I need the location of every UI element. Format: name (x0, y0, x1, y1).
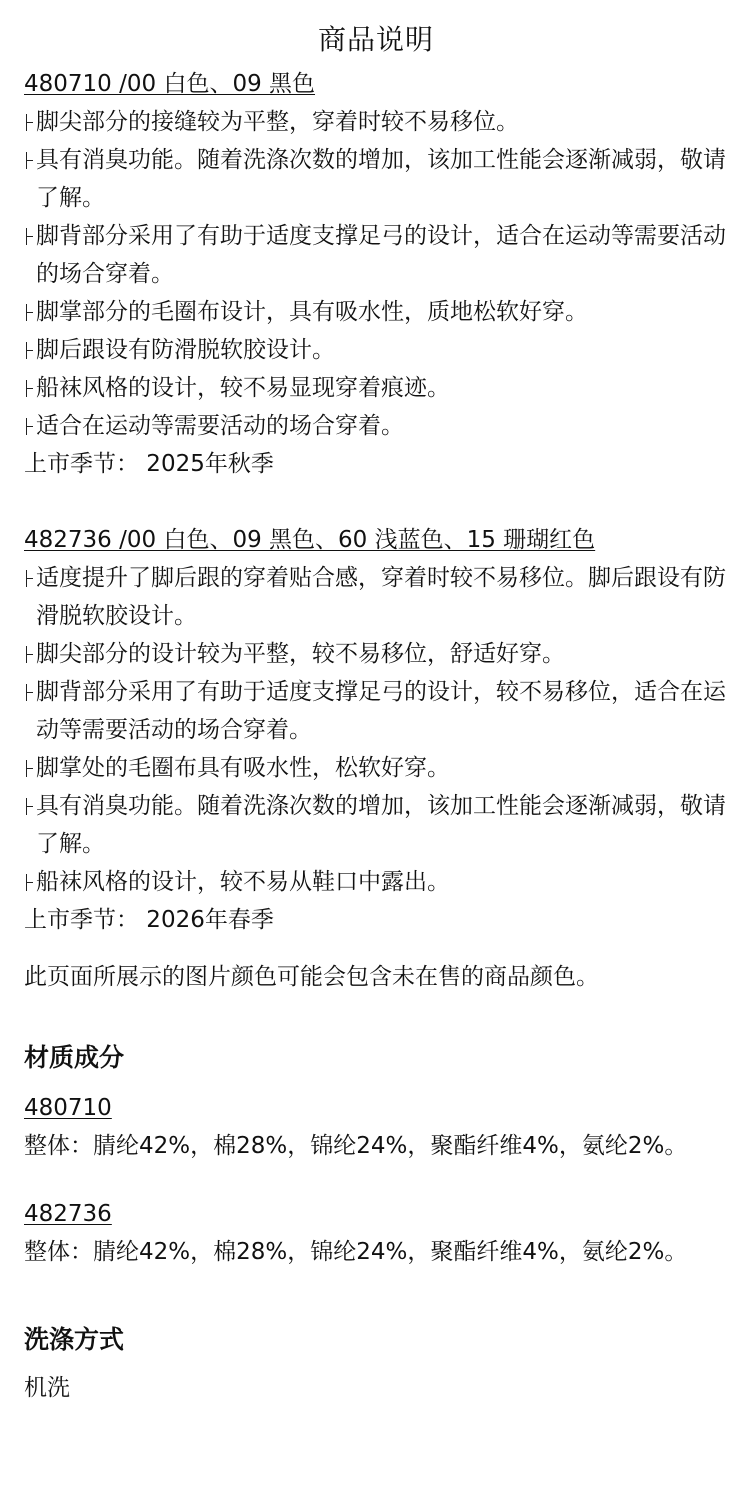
product-description-page (24, 0, 728, 1407)
material-product-code: 480710 (24, 1095, 112, 1121)
feature-item: 船袜风格的设计，较不易显现穿着痕迹。 (24, 369, 728, 407)
material-482736 (24, 1195, 728, 1271)
spacer (24, 939, 728, 958)
material-product-code: 482736 (24, 1201, 112, 1227)
feature-list (24, 559, 728, 901)
feature-item: 脚尖部分的设计较为平整，较不易移位，舒适好穿。 (24, 635, 728, 673)
feature-item: 适度提升了脚后跟的穿着贴合感，穿着时较不易移位。脚后跟设有防滑脱软胶设计。 (24, 559, 728, 635)
spacer (24, 1077, 728, 1089)
feature-item: 脚掌处的毛圈布具有吸水性，松软好穿。 (24, 749, 728, 787)
feature-list (24, 103, 728, 445)
spacer (24, 1271, 728, 1321)
product-code: 482736 /00 白色、09 黑色、60 浅蓝色、15 珊瑚红色 (24, 527, 596, 553)
washing-method: 机洗 (24, 1375, 70, 1401)
feature-item: 脚背部分采用了有助于适度支撑足弓的设计，较不易移位，适合在运动等需要活动的场合穿着。 (24, 673, 728, 749)
product-482736 (24, 521, 728, 939)
spacer (24, 996, 728, 1039)
product-480710 (24, 65, 728, 483)
feature-item: 脚尖部分的接缝较为平整，穿着时较不易移位。 (24, 103, 728, 141)
feature-item: 适合在运动等需要活动的场合穿着。 (24, 407, 728, 445)
page-title: 商品说明 (317, 23, 434, 56)
washing-heading: 洗涤方式 (24, 1325, 125, 1354)
material-480710 (24, 1089, 728, 1165)
material-composition: 整体：腈纶42%，棉28%，锦纶24%，聚酯纤维4%，氨纶2%。 (24, 1133, 688, 1159)
feature-item: 船袜风格的设计，较不易从鞋口中露出。 (24, 863, 728, 901)
feature-item: 脚背部分采用了有助于适度支撑足弓的设计，适合在运动等需要活动的场合穿着。 (24, 217, 728, 293)
spacer (24, 1165, 728, 1195)
feature-item: 具有消臭功能。随着洗涤次数的增加，该加工性能会逐渐减弱，敬请了解。 (24, 787, 728, 863)
color-disclaimer: 此页面所展示的图片颜色可能会包含未在售的商品颜色。 (24, 964, 599, 990)
material-composition: 整体：腈纶42%，棉28%，锦纶24%，聚酯纤维4%，氨纶2%。 (24, 1239, 688, 1265)
materials-heading: 材质成分 (24, 1043, 125, 1072)
spacer (24, 483, 728, 521)
feature-item: 具有消臭功能。随着洗涤次数的增加，该加工性能会逐渐减弱，敬请了解。 (24, 141, 728, 217)
product-code: 480710 /00 白色、09 黑色 (24, 71, 316, 97)
feature-item: 脚掌部分的毛圈布设计，具有吸水性，质地松软好穿。 (24, 293, 728, 331)
feature-item: 脚后跟设有防滑脱软胶设计。 (24, 331, 728, 369)
spacer (24, 1359, 728, 1369)
release-season: 上市季节： 2026年春季 (24, 907, 274, 933)
release-season: 上市季节： 2025年秋季 (24, 451, 274, 477)
